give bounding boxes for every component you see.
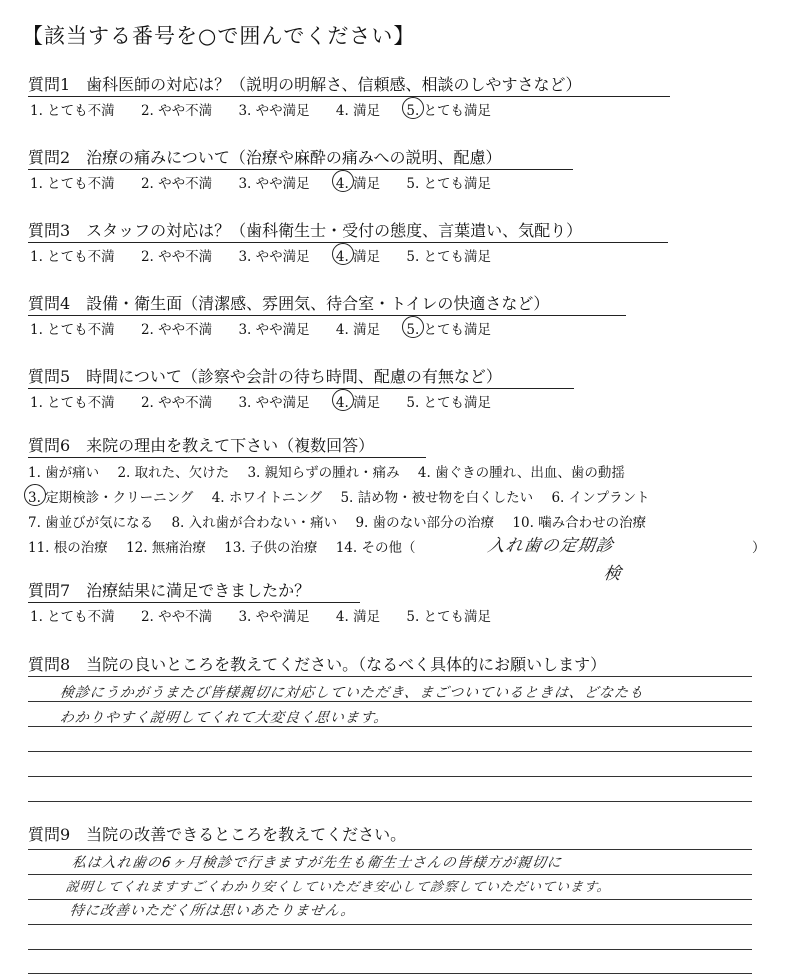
option-4[interactable]: 4. 満足 <box>335 103 381 119</box>
option-5-circled[interactable]: 5. とても満足 <box>406 318 491 338</box>
writing-line <box>28 973 752 974</box>
reason-8[interactable]: 8. 入れ歯が合わない・痛い <box>171 515 338 531</box>
underline <box>28 169 573 170</box>
option-5-circled[interactable]: 5. とても満足 <box>406 99 491 119</box>
reasons-row-2 <box>28 486 664 506</box>
writing-line <box>28 726 752 727</box>
reasons-row-1 <box>28 461 639 481</box>
option-3[interactable]: 3. やや満足 <box>238 395 310 411</box>
question-title: 質問2 治療の痛みについて（治療や麻酔の痛みへの説明、配慮） <box>28 148 502 167</box>
option-3[interactable]: 3. やや満足 <box>238 322 310 338</box>
answer-line-1: 私は入れ歯の6ヶ月検診で行きますが先生も衛生士さんの皆様方が親切に <box>70 855 563 871</box>
writing-line <box>28 801 752 802</box>
reason-2[interactable]: 2. 取れた、欠けた <box>117 465 230 481</box>
close-paren: ） <box>752 540 766 556</box>
option-4-circled[interactable]: 4. 満足 <box>336 391 380 411</box>
reason-3[interactable]: 3. 親知らずの腫れ・痛み <box>247 465 400 481</box>
other-handwritten-text: 入れ歯の定期診 <box>486 536 616 556</box>
options <box>30 245 513 265</box>
question-title: 質問8 当院の良いところを教えてください。（なるべく具体的にお願いします） <box>28 655 607 674</box>
option-5[interactable]: 5. とても満足 <box>406 395 492 411</box>
option-4[interactable]: 4. 満足 <box>335 609 381 625</box>
option-1[interactable]: 1. とても不満 <box>30 176 115 192</box>
answer-line-2: わかりやすく説明してくれて大変良く思います。 <box>58 710 390 726</box>
reason-9[interactable]: 9. 歯のない部分の治療 <box>355 515 495 531</box>
option-4-circled[interactable]: 4. 満足 <box>336 172 380 192</box>
reason-4b[interactable]: 4. ホワイトニング <box>211 490 323 506</box>
options <box>30 172 513 192</box>
options <box>30 605 513 625</box>
options <box>30 391 513 411</box>
underline <box>28 315 626 316</box>
question-title: 質問6 来院の理由を教えて下さい（複数回答） <box>28 436 375 455</box>
option-3[interactable]: 3. やや満足 <box>238 103 310 119</box>
option-5[interactable]: 5. とても満足 <box>406 609 492 625</box>
writing-line <box>28 849 752 850</box>
reason-11[interactable]: 11. 根の治療 <box>28 540 108 556</box>
reason-12[interactable]: 12. 無痛治療 <box>126 540 206 556</box>
other-handwritten-text-2: 検 <box>602 564 624 584</box>
reason-1[interactable]: 1. 歯が痛い <box>28 465 100 481</box>
reason-6[interactable]: 6. インプラント <box>551 490 650 506</box>
option-2[interactable]: 2. やや不満 <box>140 395 213 411</box>
answer-line-2: 説明してくれますすごくわかり安くしていただき安心して診察していただいています。 <box>64 880 612 895</box>
underline <box>28 388 574 389</box>
question-title: 質問3 スタッフの対応は？（歯科衛生士・受付の態度、言葉遣い、気配り） <box>28 221 583 240</box>
question-title: 質問9 当院の改善できるところを教えてください。 <box>28 825 407 844</box>
reason-3b-circled[interactable]: 3. 定期検診・クリーニング <box>28 486 193 506</box>
option-1[interactable]: 1. とても不満 <box>30 322 115 338</box>
reason-5[interactable]: 5. 詰め物・被せ物を白くしたい <box>340 490 534 506</box>
option-3[interactable]: 3. やや満足 <box>238 249 310 265</box>
underline <box>28 96 670 97</box>
option-2[interactable]: 2. やや不満 <box>140 322 213 338</box>
answer-line-1: 検診にうかがうまたび皆様親切に対応していただき、まごついているときは、どなたも <box>58 685 646 701</box>
underline <box>28 602 360 603</box>
question-title: 質問7 治療結果に満足できましたか？ <box>28 581 311 600</box>
reason-10[interactable]: 10. 噛み合わせの治療 <box>512 515 647 531</box>
option-5[interactable]: 5. とても満足 <box>406 176 492 192</box>
question-title: 質問5 時間について（診察や会計の待ち時間、配慮の有無など） <box>28 367 502 386</box>
reasons-row-4 <box>28 536 429 556</box>
reasons-row-3 <box>28 511 660 531</box>
writing-line <box>28 751 752 752</box>
options <box>30 99 513 119</box>
option-2[interactable]: 2. やや不満 <box>140 176 213 192</box>
writing-line <box>28 676 752 677</box>
options <box>30 318 513 338</box>
option-3[interactable]: 3. やや満足 <box>238 609 310 625</box>
option-5[interactable]: 5. とても満足 <box>406 249 492 265</box>
question-title: 質問4 設備・衛生面（清潔感、雰囲気、待合室・トイレの快適さなど） <box>28 294 550 313</box>
option-2[interactable]: 2. やや不満 <box>140 249 213 265</box>
writing-line <box>28 701 752 702</box>
page-title: 【該当する番号を○で囲んでください】 <box>22 24 416 48</box>
underline <box>28 457 426 458</box>
option-1[interactable]: 1. とても不満 <box>30 249 115 265</box>
writing-line <box>28 924 752 925</box>
writing-line <box>28 874 752 875</box>
underline <box>28 242 668 243</box>
reason-13[interactable]: 13. 子供の治療 <box>224 540 318 556</box>
question-title: 質問1 歯科医師の対応は？（説明の明解さ、信頼感、相談のしやすさなど） <box>28 75 582 94</box>
option-1[interactable]: 1. とても不満 <box>30 609 115 625</box>
option-4-circled[interactable]: 4. 満足 <box>336 245 380 265</box>
option-3[interactable]: 3. やや満足 <box>238 176 310 192</box>
writing-line <box>28 899 752 900</box>
option-2[interactable]: 2. やや不満 <box>140 103 213 119</box>
writing-line <box>28 949 752 950</box>
reason-14-other[interactable]: 14. その他（ <box>335 540 416 556</box>
option-2[interactable]: 2. やや不満 <box>140 609 213 625</box>
option-4[interactable]: 4. 満足 <box>335 322 381 338</box>
writing-line <box>28 776 752 777</box>
option-1[interactable]: 1. とても不満 <box>30 395 115 411</box>
option-1[interactable]: 1. とても不満 <box>30 103 115 119</box>
reason-4[interactable]: 4. 歯ぐきの腫れ、出血、歯の動揺 <box>417 465 625 481</box>
answer-line-3: 特に改善いただく所は思いあたりません。 <box>68 903 357 919</box>
reason-7[interactable]: 7. 歯並びが気になる <box>28 515 154 531</box>
